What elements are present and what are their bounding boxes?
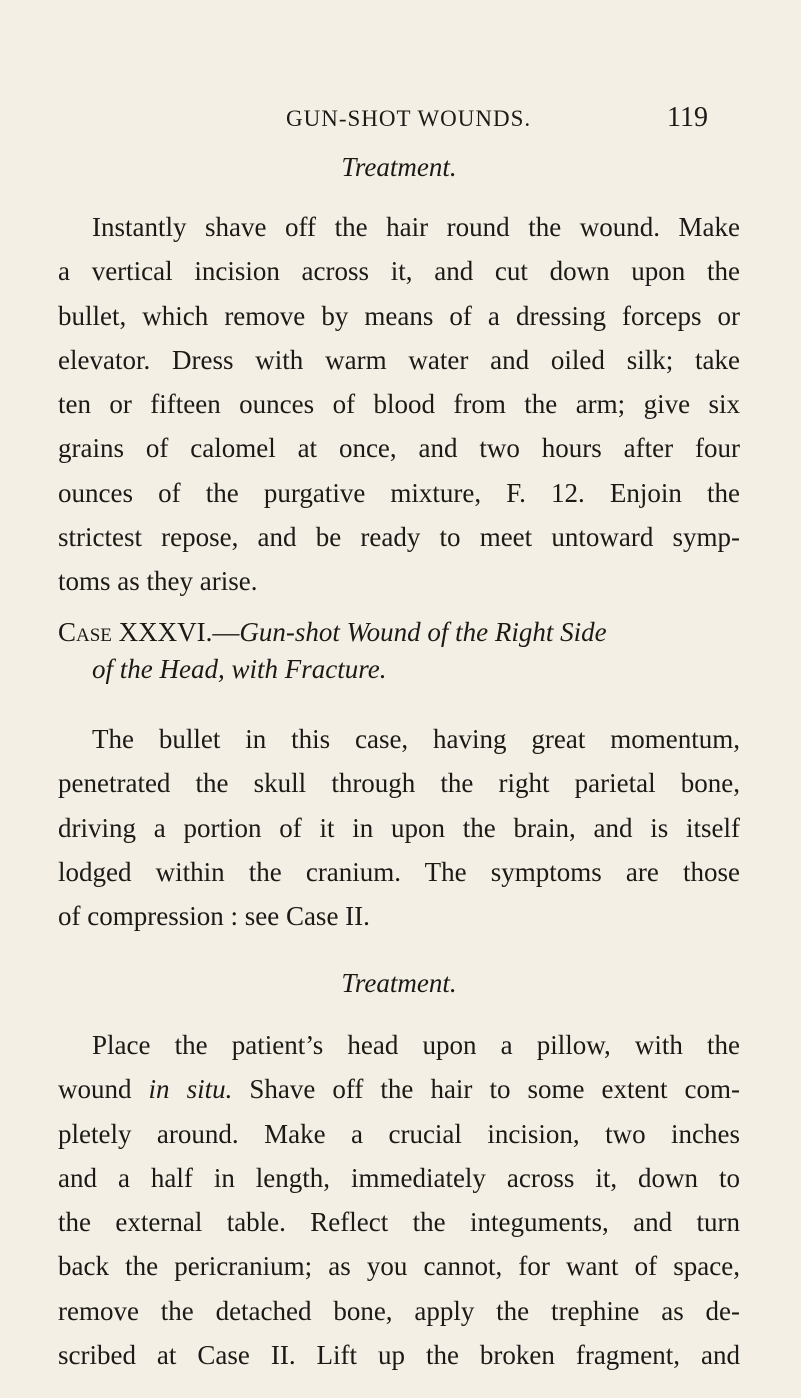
text-line: strictest repose, and be ready to meet untoward symp-	[58, 522, 740, 553]
text-line: bullet, which remove by means of a dressing forceps or	[58, 300, 740, 331]
text-line: elevator. Dress with warm water and oiled silk; take	[58, 344, 740, 375]
case-heading-line2	[58, 651, 740, 688]
latin-phrase: in situ.	[148, 1074, 233, 1105]
paragraph-treatment-1	[58, 205, 740, 604]
text-line: Place the patient’s head upon a pillow, with the	[92, 1030, 740, 1060]
case-title: Gun-shot Wound of the Right Side	[239, 617, 607, 647]
case-label: Case	[58, 617, 112, 647]
text-line: wound in situ. Shave off the hair to some extent com-	[58, 1074, 741, 1105]
text-line: penetrated the skull through the right parietal bone,	[58, 768, 740, 799]
case-dash: —	[212, 617, 240, 647]
text-line: remove the detached bone, apply the trephine as de-	[58, 1295, 740, 1326]
page-number: 119	[667, 102, 708, 133]
running-title: GUN-SHOT WOUNDS.	[286, 106, 532, 131]
case-heading-line1	[58, 614, 740, 651]
text-line: a vertical incision across it, and cut down upon the	[58, 256, 740, 287]
text-line: ten or fifteen ounces of blood from the arm; give six	[58, 389, 740, 420]
running-head	[0, 102, 801, 136]
text-line: scribed at Case II. Lift up the broken fragment, and	[58, 1340, 740, 1371]
text-line: back the pericranium; as you cannot, for want of space,	[58, 1251, 740, 1282]
case-heading	[58, 614, 740, 688]
text-line: pletely around. Make a crucial incision, two inches	[58, 1118, 740, 1149]
paragraph-treatment-2	[58, 1023, 740, 1377]
text-line: The bullet in this case, having great momentum,	[92, 724, 740, 754]
text-line: and a half in length, immediately across it, down to	[58, 1162, 740, 1193]
text-line: toms as they arise.	[58, 566, 258, 597]
section-treatment-1	[58, 152, 740, 183]
text-line: Instantly shave off the hair round the wound. Make	[92, 212, 740, 242]
section-heading: Treatment.	[341, 152, 457, 182]
text-line: grains of calomel at once, and two hours after four	[58, 433, 740, 464]
paragraph-case-description	[58, 717, 740, 938]
case-title-cont: of the Head, with Fracture.	[92, 654, 387, 684]
text-line: ounces of the purgative mixture, F. 12. Enjoin the	[58, 477, 740, 508]
text-line: driving a portion of it in upon the brain, and is itself	[58, 812, 740, 843]
section-heading: Treatment.	[341, 968, 457, 998]
case-number: XXXVI.	[118, 617, 213, 647]
text-line: the external table. Reflect the integuments, and turn	[58, 1207, 740, 1238]
text-line: of compression : see Case II.	[58, 901, 370, 932]
section-treatment-2	[58, 968, 740, 999]
text-line: lodged within the cranium. The symptoms are those	[58, 856, 740, 887]
